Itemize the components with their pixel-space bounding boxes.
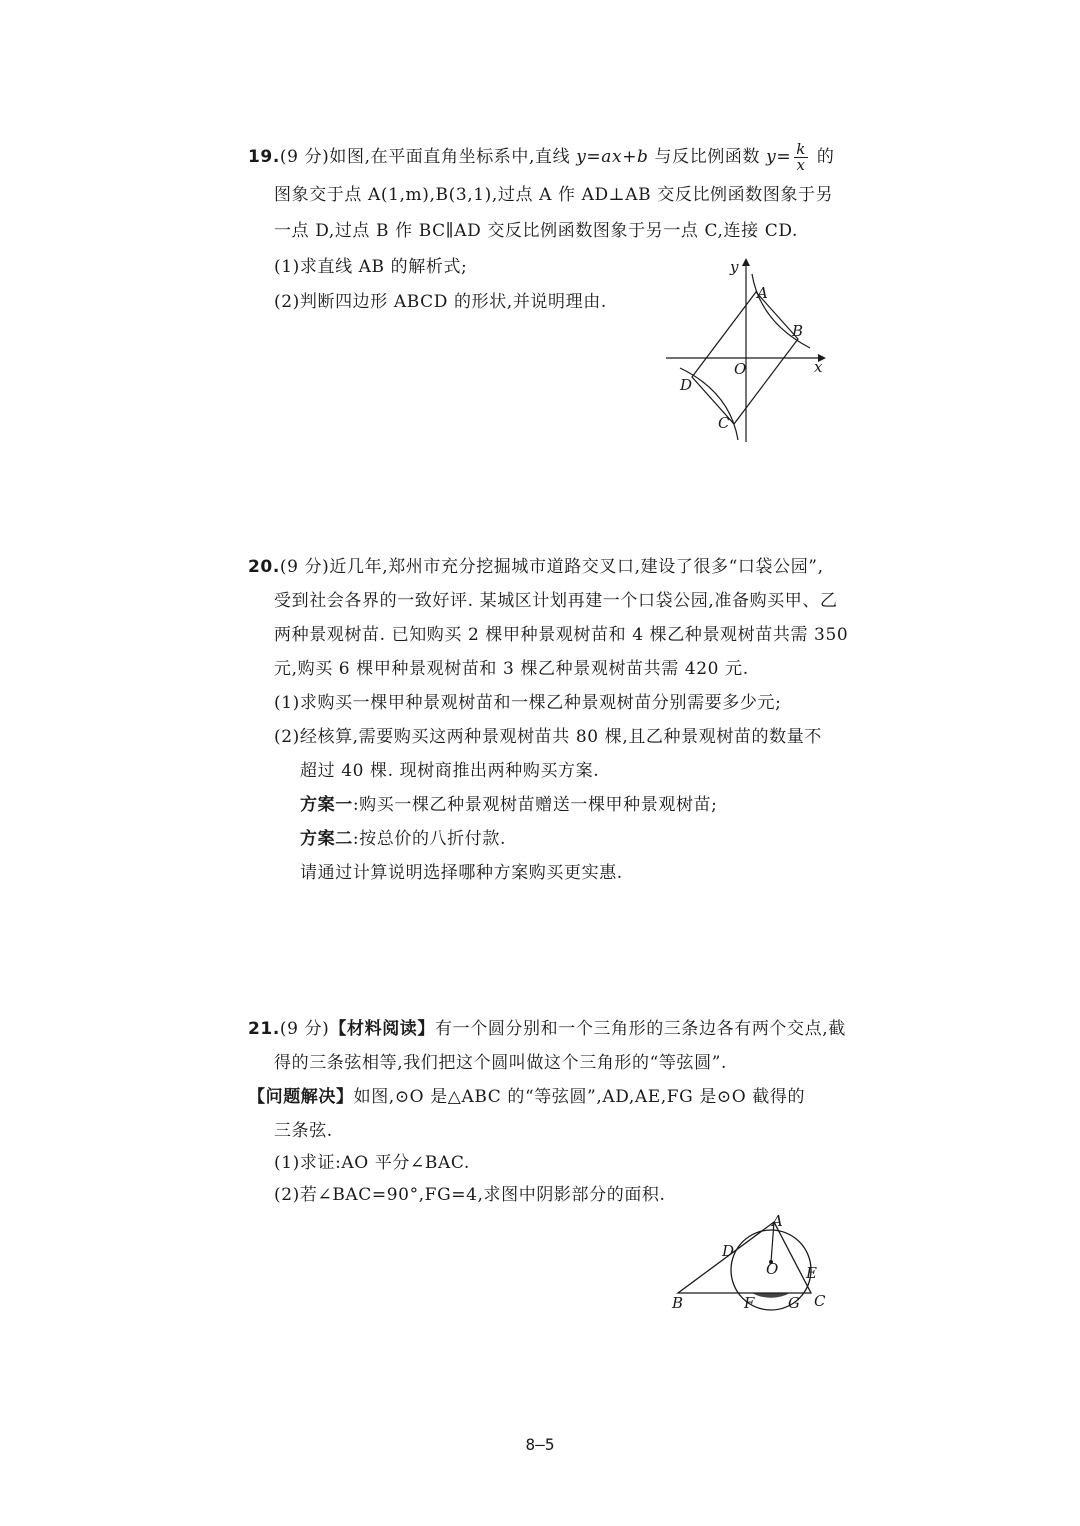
shaded-region bbox=[752, 1293, 790, 1298]
point-label-c: C bbox=[718, 414, 730, 432]
point-label-a: A bbox=[772, 1212, 783, 1230]
q20-number: 20. bbox=[248, 557, 280, 577]
triangle-abc bbox=[678, 1222, 811, 1293]
q21-number: 21. bbox=[248, 1019, 280, 1039]
q21-tag-problem: 【问题解决】 bbox=[248, 1087, 354, 1107]
q19-func-y: y= bbox=[766, 147, 792, 167]
point-label-d: D bbox=[680, 376, 693, 394]
q20-line-2: 受到社会各界的一致好评. 某城区计划再建一个口袋公园,准备购买甲、乙 bbox=[274, 591, 838, 611]
q20-plan-1-label: 方案一 bbox=[300, 795, 353, 815]
q19-number: 19. bbox=[248, 147, 280, 167]
q21-tag-material: 【材料阅读】 bbox=[329, 1019, 436, 1039]
point-label-c: C bbox=[814, 1292, 826, 1310]
q19-line-3: 一点 D,过点 B 作 BC∥AD 交反比例函数图象于另一点 C,连接 CD. bbox=[274, 221, 798, 241]
q21-line-3 bbox=[248, 1086, 805, 1108]
q19-text-c: 的 bbox=[810, 147, 835, 167]
q19-line-1 bbox=[248, 142, 835, 173]
q21-text-b: 如图,⊙O 是△ABC 的“等弦圆”,AD,AE,FG 是⊙O 截得的 bbox=[353, 1087, 806, 1107]
q21-line-2: 得的三条弦相等,我们把这个圆叫做这个三角形的“等弦圆”. bbox=[274, 1053, 727, 1073]
q19-sub-question-1: (1)求直线 AB 的解析式; bbox=[274, 257, 468, 277]
point-label-d: D bbox=[722, 1242, 735, 1260]
q20-plan-2 bbox=[300, 828, 506, 850]
q19-fraction-denominator: x bbox=[796, 156, 806, 174]
q21-line-1 bbox=[248, 1018, 846, 1040]
point-label-a: A bbox=[757, 284, 768, 302]
point-label-b: B bbox=[792, 322, 804, 340]
q20-sub-question-2-cont: 超过 40 棵. 现树商推出两种购买方案. bbox=[300, 761, 600, 781]
origin-label: O bbox=[734, 360, 747, 378]
q21-figure bbox=[668, 1210, 838, 1315]
q21-sub-question-1: (1)求证:AO 平分∠BAC. bbox=[274, 1153, 470, 1173]
q20-plan-1-text: :购买一棵乙种景观树苗赠送一棵甲种景观树苗; bbox=[352, 795, 718, 815]
q20-ask: 请通过计算说明选择哪种方案购买更实惠. bbox=[300, 863, 623, 883]
q21-score: (9 分) bbox=[279, 1019, 330, 1039]
y-axis-arrow bbox=[742, 258, 750, 266]
q19-sub-question-2: (2)判断四边形 ABCD 的形状,并说明理由. bbox=[274, 292, 607, 312]
q21-line-4: 三条弦. bbox=[274, 1121, 333, 1141]
center-label-o: O bbox=[766, 1260, 779, 1278]
q20-line-1 bbox=[248, 556, 824, 578]
q20-plan-2-text: :按总价的八折付款. bbox=[352, 829, 506, 849]
q20-plan-1 bbox=[300, 794, 717, 816]
q19-line-2: 图象交于点 A(1,m),B(3,1),过点 A 作 AD⊥AB 交反比例函数图象于另 bbox=[274, 185, 834, 205]
q19-line-equation: y=ax+b bbox=[576, 147, 649, 167]
q20-sub-question-1: (1)求购买一棵甲种景观树苗和一棵乙种景观树苗分别需要多少元; bbox=[274, 693, 782, 713]
q20-line-4: 元,购买 6 棵甲种景观树苗和 3 棵乙种景观树苗共需 420 元. bbox=[274, 659, 749, 679]
q19-text-b: 与反比例函数 bbox=[648, 147, 767, 167]
x-axis-label: x bbox=[814, 358, 823, 376]
q20-line-3: 两种景观树苗. 已知购买 2 棵甲种景观树苗和 4 棵乙种景观树苗共需 350 bbox=[274, 625, 849, 645]
q19-fraction bbox=[794, 142, 808, 173]
q20-sub-question-2: (2)经核算,需要购买这两种景观树苗共 80 棵,且乙种景观树苗的数量不 bbox=[274, 727, 822, 747]
page-number: 8—5 bbox=[525, 1435, 555, 1454]
point-label-e: E bbox=[806, 1264, 817, 1282]
q21-text: 有一个圆分别和一个三角形的三条边各有两个交点,截 bbox=[435, 1019, 846, 1039]
q20-plan-2-label: 方案二 bbox=[300, 829, 353, 849]
y-axis-label: y bbox=[730, 258, 739, 276]
q19-text: (9 分)如图,在平面直角坐标系中,直线 bbox=[279, 147, 577, 167]
point-label-f: F bbox=[744, 1294, 755, 1312]
q19-figure bbox=[660, 252, 840, 447]
q20-text: (9 分)近几年,郑州市充分挖掘城市道路交叉口,建设了很多“口袋公园”, bbox=[279, 557, 824, 577]
point-label-g: G bbox=[788, 1294, 800, 1312]
point-label-b: B bbox=[672, 1294, 684, 1312]
q21-sub-question-2: (2)若∠BAC=90°,FG=4,求图中阴影部分的面积. bbox=[274, 1185, 666, 1205]
q19-fraction-numerator: k bbox=[796, 140, 806, 158]
